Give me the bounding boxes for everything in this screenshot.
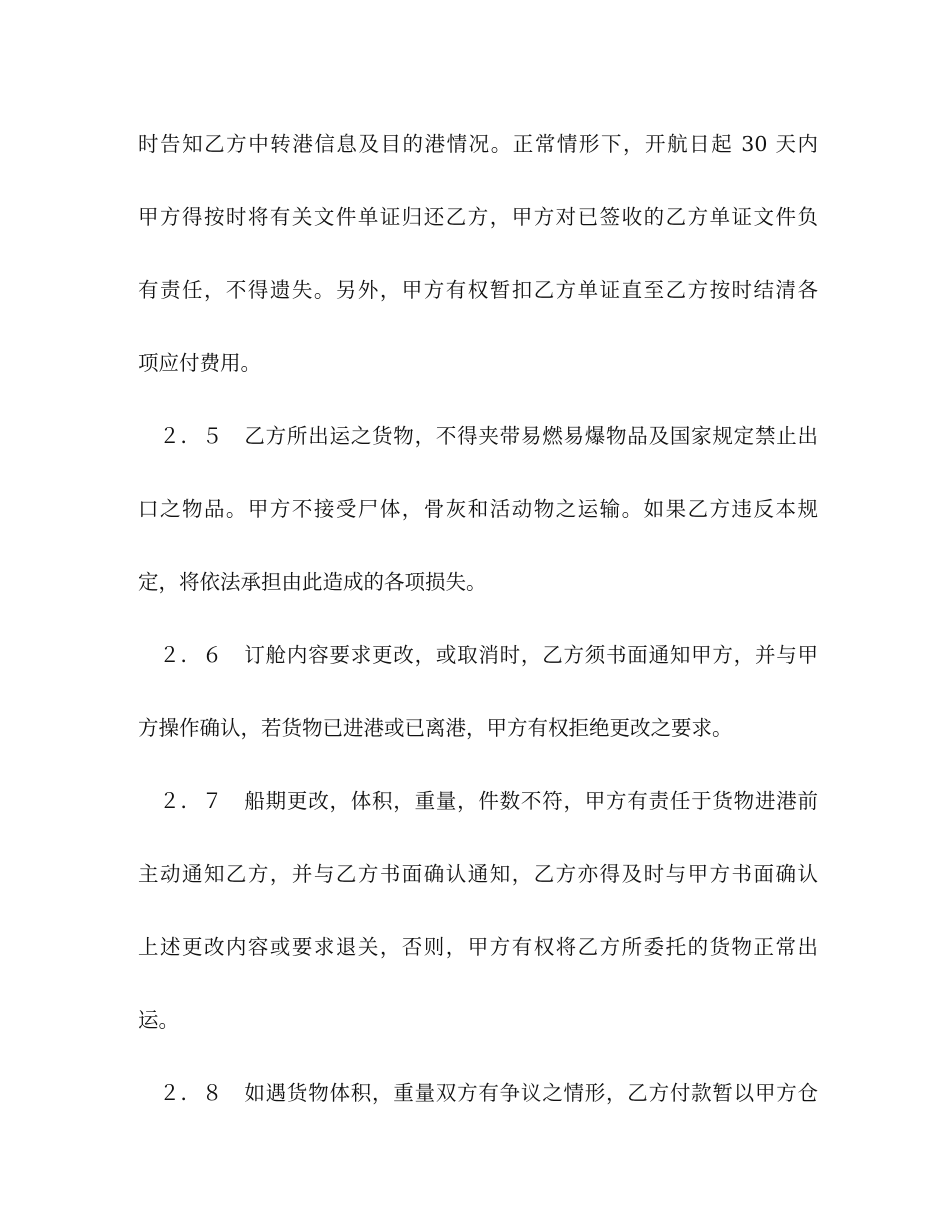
paragraph-line: 定，将依法承担由此造成的各项损失。 [138, 570, 487, 594]
paragraph-line: 时告知乙方中转港信息及目的港情况。正常情形下，开航日起 30 天内 [138, 132, 818, 156]
paragraph-line: 口之物品。甲方不接受尸体，骨灰和活动物之运输。如果乙方违反本规 [138, 497, 818, 521]
paragraph-line: 甲方得按时将有关文件单证归还乙方，甲方对已签收的乙方单证文件负 [138, 205, 818, 229]
clause-2-8-line: ２．８ 如遇货物体积，重量双方有争议之情形，乙方付款暂以甲方仓 [138, 1081, 818, 1105]
clause-2-7-line: ２．７ 船期更改，体积，重量，件数不符，甲方有责任于货物进港前 [138, 789, 818, 813]
clause-2-6-line: ２．６ 订舱内容要求更改，或取消时，乙方须书面通知甲方，并与甲 [138, 643, 818, 667]
paragraph-line: 项应付费用。 [138, 351, 261, 375]
paragraph-line: 有责任，不得遗失。另外，甲方有权暂扣乙方单证直至乙方按时结清各 [138, 278, 818, 302]
paragraph-line: 主动通知乙方，并与乙方书面确认通知，乙方亦得及时与甲方书面确认 [138, 862, 818, 886]
paragraph-line: 上述更改内容或要求退关，否则，甲方有权将乙方所委托的货物正常出 [138, 935, 818, 959]
paragraph-line: 方操作确认，若货物已进港或已离港，甲方有权拒绝更改之要求。 [138, 716, 733, 740]
paragraph-line: 运。 [138, 1008, 179, 1032]
clause-2-5-line: ２．５ 乙方所出运之货物，不得夹带易燃易爆物品及国家规定禁止出 [138, 424, 818, 448]
